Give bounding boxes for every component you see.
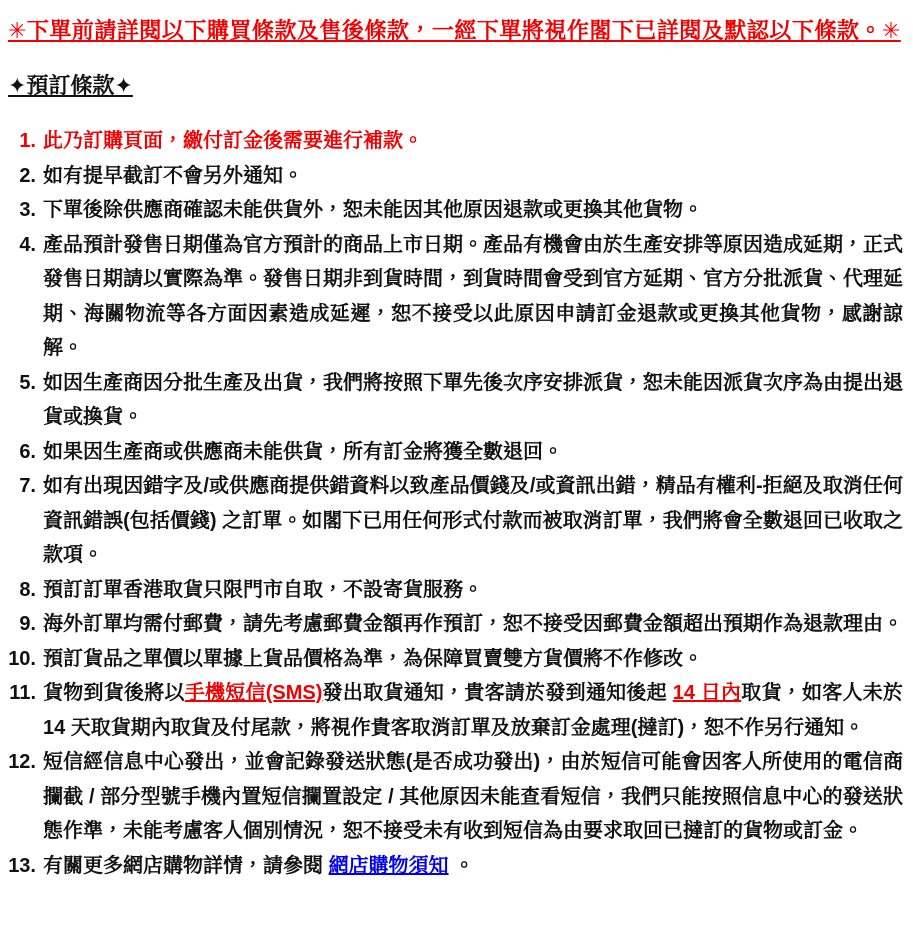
term-segment: 如有提早截訂不會另外通知。 — [43, 164, 303, 187]
term-segment: 有關更多網店購物詳情，請參閱 — [43, 854, 329, 877]
term-text — [43, 676, 903, 745]
term-segment: 預訂貨品之單價以單據上貨品價格為準，為保障買賣雙方貨價將不作修改。 — [43, 647, 703, 670]
term-number: 13. — [8, 854, 36, 877]
term-text — [43, 193, 903, 228]
term-text — [43, 124, 903, 159]
term-segment: 。 — [448, 854, 475, 877]
term-number: 6. — [19, 440, 36, 463]
term-item-2 — [8, 159, 903, 194]
term-text — [43, 469, 903, 573]
term-item-5 — [8, 366, 903, 435]
pre-order-warning-banner: ✳下單前請詳閱以下購買條款及售後條款，一經下單將視作閣下已詳閱及默認以下條款。✳ — [8, 18, 901, 43]
term-item-6 — [8, 435, 903, 470]
term-number: 4. — [19, 233, 36, 256]
term-segment: 貨物到貨後將以 — [43, 682, 185, 704]
term-segment: 海外訂單均需付郵費，請先考慮郵費金額再作預訂，恕不接受因郵費金額超出預期作為退款理由。 — [43, 613, 903, 635]
term-number: 7. — [19, 475, 36, 497]
term-number: 12. — [8, 751, 36, 773]
term-item-9 — [8, 607, 903, 642]
term-segment: 如因生產商因分批生產及出貨，我們將按照下單先後次序安排派貨，恕未能因派貨次序為由提出退貨或換貨。 — [43, 371, 903, 428]
term-text — [43, 573, 903, 608]
term-segment: 產品預計發售日期僅為官方預計的商品上市日期。產品有機會由於生產安排等原因造成延期，正式發售日期請以實際為準。發售日期非到貨時間，到貨時間會受到官方延期、官方分批派貨、代理延期、海關物流等各方面因素造成延遲，恕不接受以此原因申請訂金退款或更換其他貨物，感謝諒解。 — [43, 233, 903, 359]
term-item-11 — [8, 676, 903, 745]
term-segment: 如有出現因錯字及/或供應商提供錯資料以致產品價錢及/或資訊出錯，精品有權利-拒絕及取消任何資訊錯誤(包括價錢) 之訂單。如閣下已用任何形式付款而被取消訂單，我們將會全數退回已收取之款項。 — [43, 475, 903, 566]
term-number: 3. — [19, 199, 36, 221]
term-text — [43, 159, 903, 194]
term-number: 2. — [19, 164, 36, 187]
term-item-3 — [8, 193, 903, 228]
term-number: 1. — [19, 130, 36, 152]
term-segment: 預訂訂單香港取貨只限門市自取，不設寄貨服務。 — [43, 578, 483, 601]
terms-list — [8, 124, 903, 883]
term-number: 10. — [8, 647, 36, 670]
term-segment: 下單後除供應商確認未能供貨外，恕未能因其他原因退款或更換其他貨物。 — [43, 199, 703, 221]
term-segment: 取貨，如客人未於 14 天取貨期內取貨及付尾款，將視作貴客取消訂單及放棄訂金處理(撻訂)，恕不作另行通知。 — [43, 682, 904, 739]
term-item-10 — [8, 642, 903, 677]
term-segment: 如果因生產商或供應商未能供貨，所有訂金將獲全數退回。 — [43, 440, 563, 463]
term-item-8 — [8, 573, 903, 608]
term-text — [43, 849, 903, 884]
term-item-4 — [8, 228, 903, 366]
term-item-1 — [8, 124, 903, 159]
term-text — [43, 607, 903, 642]
pickup-deadline-link[interactable]: 14 日內 — [672, 682, 742, 704]
section-title-preorder-terms: ✦預訂條款✦ — [8, 73, 133, 98]
term-text — [43, 228, 903, 366]
term-text — [43, 435, 903, 470]
term-number: 5. — [19, 371, 36, 394]
term-number: 9. — [19, 613, 36, 635]
term-number: 8. — [19, 578, 36, 601]
term-segment: 發出取貨通知，貴客請於發到通知後起 — [322, 682, 673, 704]
term-item-13 — [8, 849, 903, 884]
term-number: 11. — [9, 682, 36, 704]
term-segment: 此乃訂購頁面，繳付訂金後需要進行補款。 — [43, 130, 423, 152]
term-text — [43, 745, 903, 849]
term-item-7 — [8, 469, 903, 573]
term-segment: 短信經信息中心發出，並會記錄發送狀態(是否成功發出)，由於短信可能會因客人所使用的電信商攔截 / 部分型號手機內置短信攔置設定 / 其他原因未能查看短信，我們只能按照信息中心的發送狀態作準，未能考慮客人個別情況，恕不接受未有收到短信為由要求取回已撻訂的貨物或訂金。 — [43, 751, 903, 842]
sms-link[interactable]: 手機短信(SMS) — [184, 682, 323, 704]
term-item-12 — [8, 745, 903, 849]
store-guide-link[interactable]: 網店購物須知 — [328, 854, 449, 877]
term-text — [43, 366, 903, 435]
term-text — [43, 642, 903, 677]
